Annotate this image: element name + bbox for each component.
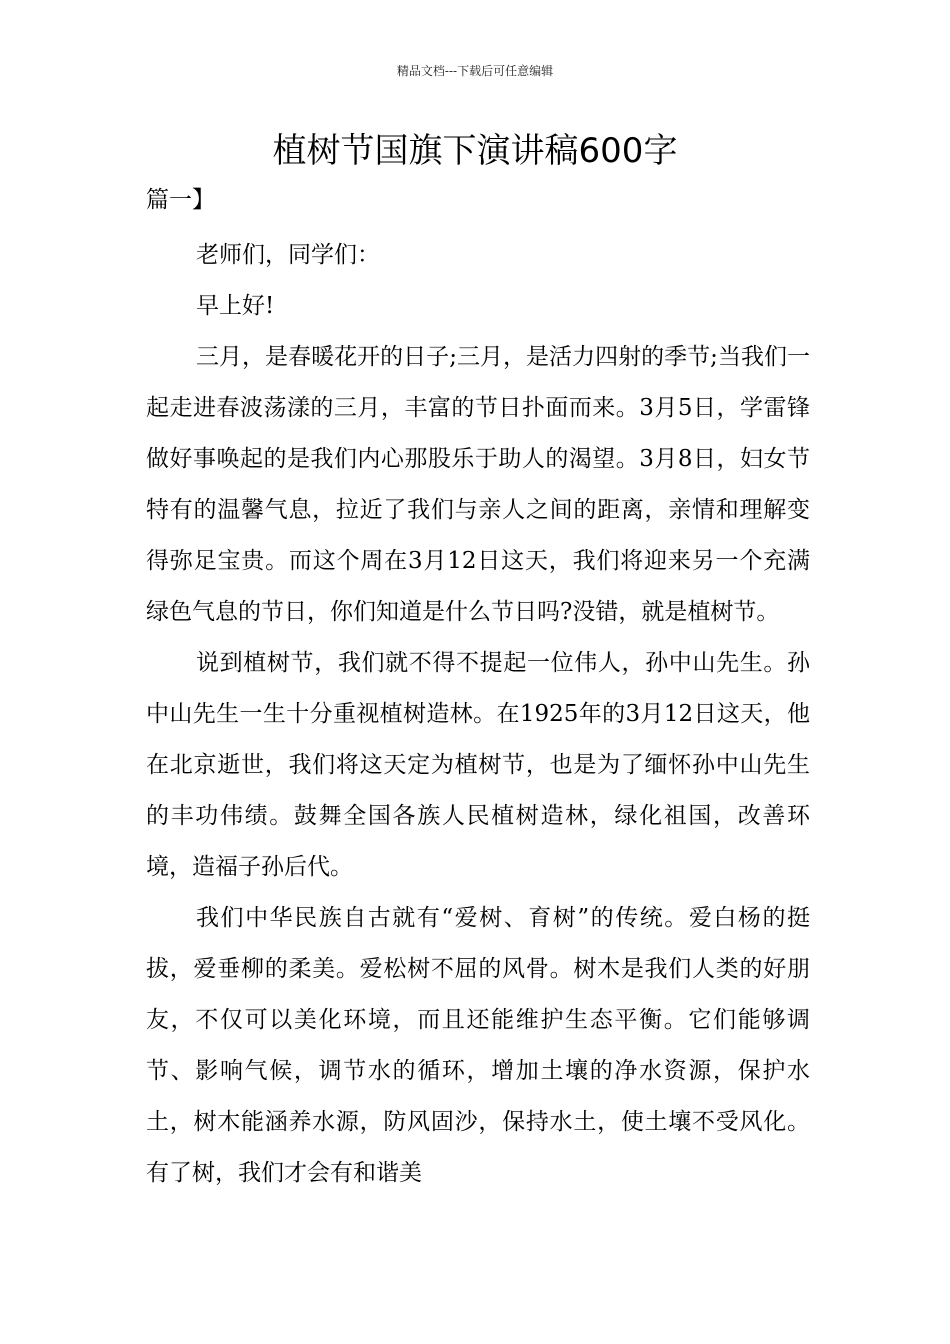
paragraph-march-festivals: 三月，是春暖花开的日子;三月，是活力四射的季节;当我们一起走进春波荡漾的三月，丰富的节日扑面而来。3月5日，学雷锋做好事唤起的是我们内心那股乐于助人的渴望。3月8日，妇女节特有的温馨气息，拉近了我们与亲人之间的距离，亲情和理解变得弥足宝贵。而这个周在3月12日这天，我们将迎来另一个充满绿色气息的节日，你们知道是什么节日吗?没错，就是植树节。 xyxy=(146,344,810,625)
document-title: 植树节国旗下演讲稿600字 xyxy=(272,131,678,171)
paragraph-good-morning: 早上好! xyxy=(196,293,275,319)
paragraph-greeting: 老师们，同学们： xyxy=(196,242,380,268)
speech-body xyxy=(146,230,810,1199)
section-label: 篇一】 xyxy=(146,187,215,213)
paragraph-sun-yat-sen: 说到植树节，我们就不得不提起一位伟人，孙中山先生。孙中山先生一生十分重视植树造林。在1925年的3月12日这天，他在北京逝世，我们将这天定为植树节，也是为了缅怀孙中山先生的丰功伟绩。鼓舞全国各族人民植树造林，绿化祖国，改善环境，造福子孙后代。 xyxy=(146,650,810,880)
page-header-note: 精品文档---下载后可任意编辑 xyxy=(396,64,554,78)
paragraph-tree-tradition: 我们中华民族自古就有“爱树、育树”的传统。爱白杨的挺拔，爱垂柳的柔美。爱松树不屈的风骨。树木是我们人类的好朋友，不仅可以美化环境，而且还能维护生态平衡。它们能够调节、影响气候，调节水的循环，增加土壤的净水资源，保护水土，树木能涵养水源，防风固沙，保持水土，使土壤不受风化。 有了树，我们才会有和谐美 xyxy=(146,905,810,1186)
